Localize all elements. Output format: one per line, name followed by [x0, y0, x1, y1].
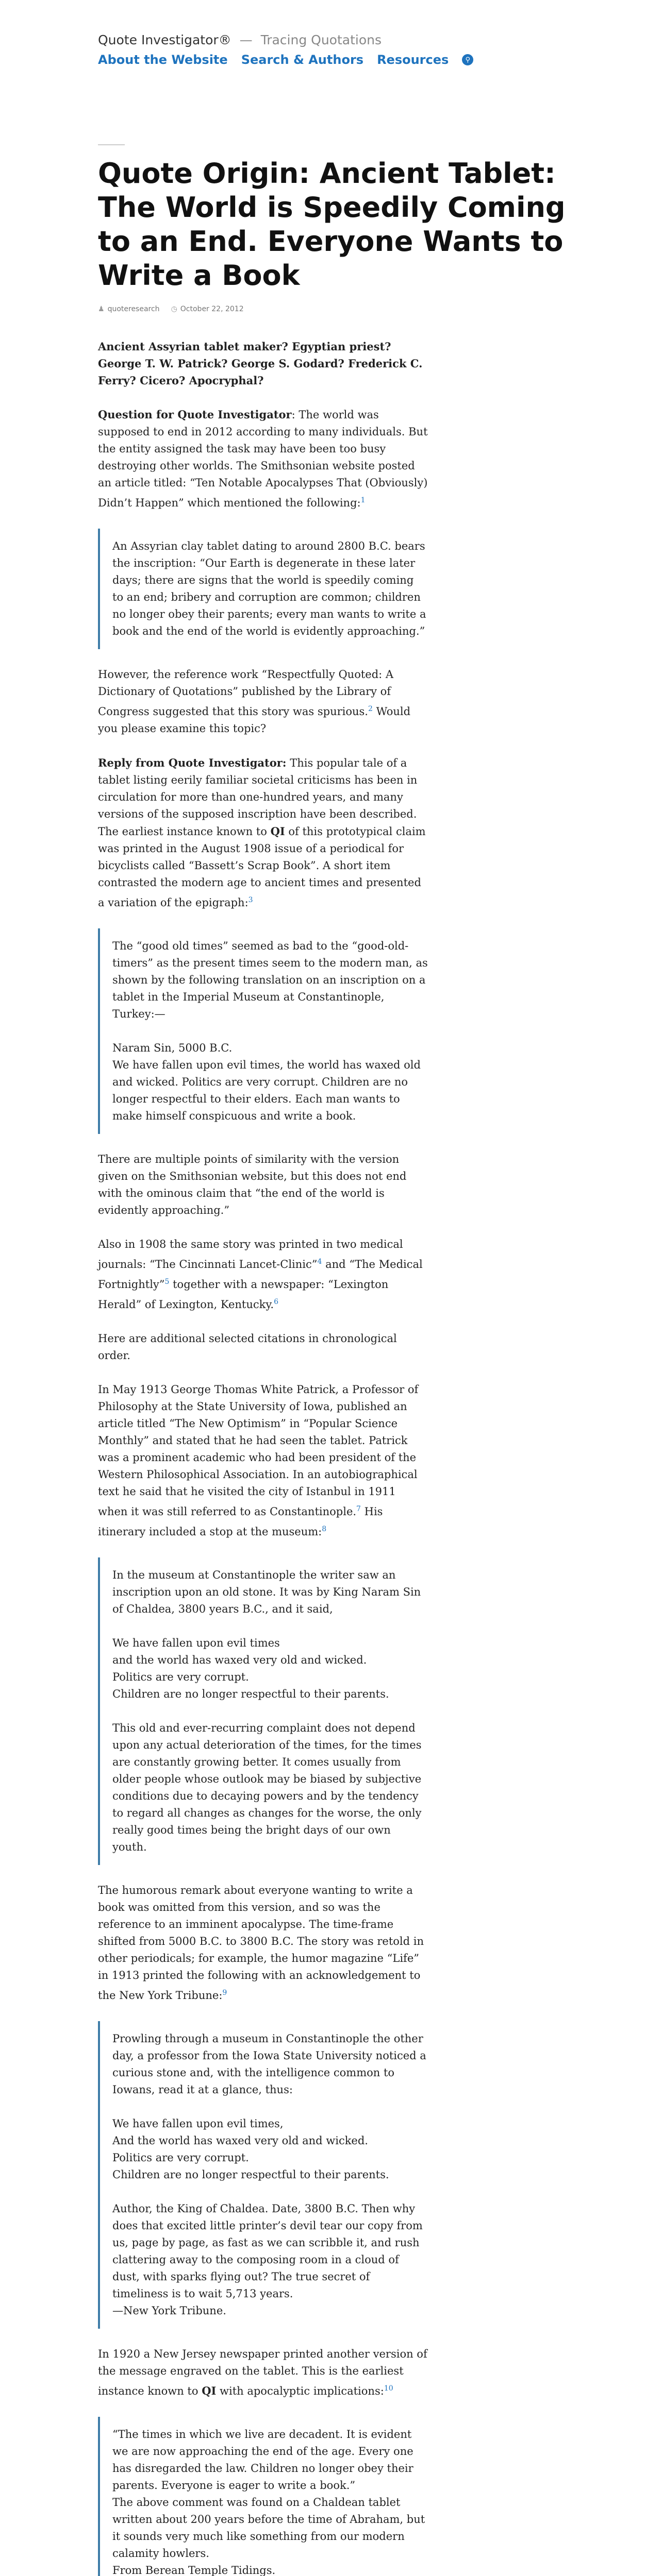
site-branding [98, 32, 662, 48]
question-list: Ancient Assyrian tablet maker? Egyptian priest? George T. W. Patrick? George S. Godard? Frederick C. Ferry? Cicero? Apocryphal? [98, 340, 423, 387]
paragraph: Here are additional selected citations in chronological order. [98, 1332, 397, 1362]
footnote-link[interactable]: 8 [322, 1525, 327, 1533]
footnote-link[interactable]: 4 [317, 1258, 322, 1266]
search-icon[interactable]: ⚲ [462, 54, 473, 65]
blockquote: An Assyrian clay tablet dating to around 2800 B.C. bears the inscription: “Our Earth is degenerate in these later days; there are signs that the world is speedily coming to an end; bribery and corruption are common; children no longer obey their parents; every man wants to write a book and the end of the world is evidently approaching.” [98, 529, 428, 649]
footnote-link[interactable]: 9 [222, 1989, 227, 1997]
footnote-link[interactable]: 1 [360, 496, 366, 504]
blockquote: The “good old times” seemed as bad to the “good-old-timers” as the present times seem to the modern man, as shown by the following translation on an inscription on a tablet in the Imperial Museum at Constantinople, Turkey:— Naram Sin, 5000 B.C. We have fallen upon evil times, the world has waxed old and wicked. Politics are very corrupt. Children are no longer respectful to their elders. Each man wants to make himself conspicuous and write a book. [98, 928, 428, 1134]
paragraph: However, the reference work “Respectfully Quoted: A Dictionary of Quotations” published by the Library of Congress suggested that this story was spurious.$^2$ Would you please examine this topic? [98, 668, 411, 735]
author-icon: ♟ [98, 305, 105, 313]
blockquote: In the museum at Constantinople the writer saw an inscription upon an old stone. It was by King Naram Sin of Chaldea, 3800 years B.C., and it said, We have fallen upon evil times and the world has waxed very old and wicked. Politics are very corrupt. Children are no longer respectful to their parents. This old and ever-recurring complaint does not depend upon any actual deterioration of the times, for the times are constantly growing better. It comes usually from older people whose outlook may be biased by subjective conditions due to decaying powers and by the tendency to regard all changes as changes for the worse, the only really good times being the bright days of our own youth. [98, 1557, 428, 1865]
site-header [0, 0, 662, 67]
title-separator: — [239, 32, 253, 47]
paragraph: Reply from Quote Investigator: This popular tale of a tablet listing eerily familiar societal criticisms has been in circulation for more than one-hundred years, and many versions of the supposed inscription have been described. The earliest instance known to QI of this prototypical claim was printed in the August 1908 issue of a periodical for bicyclists called “Bassett’s Scrap Book”. A short item contrasted the modern age to ancient times and presented a variation of the epigraph:$^3$ [98, 756, 426, 909]
site-tagline: Tracing Quotations [260, 32, 382, 47]
article [98, 144, 566, 2576]
post-date[interactable]: October 22, 2012 [180, 305, 244, 313]
paragraph: Question for Quote Investigator: The world was supposed to end in 2012 according to many individuals. But the entity assigned the task may have been too busy destroying other worlds. The Smithsonian website posted an article titled: “Ten Notable Apocalypses That (Obviously) Didn’t Happen” which mentioned the following:$^1$ [98, 408, 428, 509]
paragraph: There are multiple points of similarity with the version given on the Smithsonian website, but this does not end with the ominous claim that “the end of the world is evidently approaching.” [98, 1153, 407, 1216]
footnote-link[interactable]: 6 [274, 1298, 279, 1306]
post-author[interactable]: quoteresearch [107, 305, 160, 313]
blockquote: Prowling through a museum in Constantinople the other day, a professor from the Iowa State University noticed a curious stone and, with the intelligence common to Iowans, read it at a glance, thus: We have fallen upon evil times, And the world has waxed very old and wicked. Politics are very corrupt. Children are no longer respectful to their parents. Author, the King of Chaldea. Date, 3800 B.C. Then why does that excited little printer’s devil tear our copy from us, page by page, as fast as we can scribble it, and rush clattering away to the composing room in a cloud of dust, with sparks flying out? The true secret of timeliness is to wait 5,713 years. —New York Tribune. [98, 2021, 428, 2329]
footnote-link[interactable]: 3 [248, 896, 253, 904]
paragraph: Also in 1908 the same story was printed in two medical journals: “The Cincinnati Lancet-Clinic”$^4$ and “The Medical Fortnightly”$^5$ together with a newspaper: “Lexington Herald” of Lexington, Kentucky.$^6$ [98, 1238, 423, 1311]
title-divider [98, 144, 125, 145]
site-title[interactable]: Quote Investigator® [98, 32, 231, 47]
main-nav [98, 53, 662, 67]
blockquote: “The times in which we live are decadent. It is evident we are now approaching the end of the age. Every one has disregarded the law. Children no longer obey their parents. Everyone is eager to write a book.” The above comment was found on a Chaldean tablet written about 200 years before the time of Abraham, but it sounds very much like something from our modern calamity howlers. From Berean Temple Tidings. [98, 2417, 428, 2576]
paragraph: In 1920 a New Jersey newspaper printed another version of the message engraved on the tablet. This is the earliest instance known to QI with apocalyptic implications:$^{10}$ [98, 2348, 427, 2397]
footnote-link[interactable]: 7 [356, 1505, 361, 1513]
footnote-link[interactable]: 2 [368, 705, 373, 713]
nav-search-authors[interactable]: Search & Authors [241, 53, 364, 67]
paragraph: In May 1913 George Thomas White Patrick, a Professor of Philosophy at the State University of Iowa, published an article titled “The New Optimism” in “Popular Science Monthly” and stated that he had seen the tablet. Patrick was a prominent academic who had been president of the Western Philosophical Association. In an autobiographical text he said that he visited the city of Istanbul in 1911 when it was still referred to as Constantinople.$^7$ His itinerary included a stop at the museum:$^8$ [98, 1383, 419, 1538]
post-title: Quote Origin: Ancient Tablet: The World is Speedily Coming to an End. Everyone Wants to Write a Book [98, 157, 566, 292]
paragraph: The humorous remark about everyone wanting to write a book was omitted from this version, and so was the reference to an imminent apocalypse. The time-frame shifted from 5000 B.C. to 3800 B.C. The story was retold in other periodicals; for example, the humor magazine “Life” in 1913 printed the following with an acknowledgement to the New York Tribune:$^9$ [98, 1884, 424, 2002]
footnote-link[interactable]: 10 [384, 2384, 393, 2393]
footnote-link[interactable]: 5 [164, 1278, 170, 1286]
post-meta [98, 305, 428, 313]
post-body [98, 338, 428, 2576]
nav-about[interactable]: About the Website [98, 53, 228, 67]
clock-icon: ◷ [171, 305, 177, 313]
nav-resources[interactable]: Resources [377, 53, 449, 67]
